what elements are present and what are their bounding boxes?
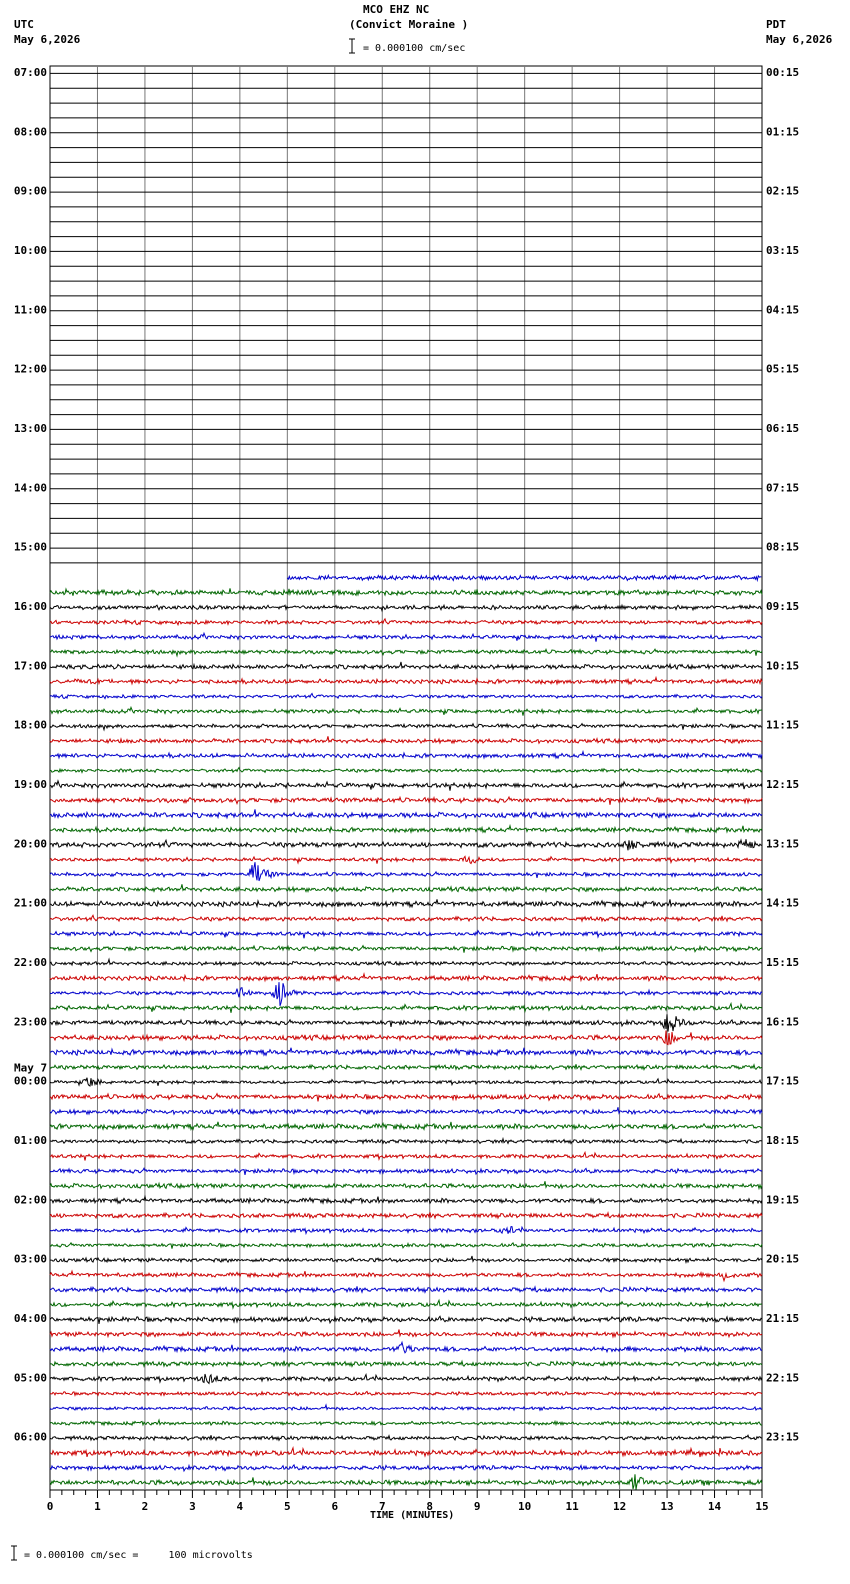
right-timezone: PDT: [766, 18, 786, 31]
seismic-trace: [50, 1064, 762, 1069]
utc-hour-label: 13:00: [13, 422, 47, 435]
seismic-trace: [50, 1139, 762, 1144]
pdt-hour-label: 04:15: [766, 303, 800, 317]
seismic-trace: [50, 1048, 762, 1056]
seismic-trace: [50, 694, 762, 699]
seismic-trace: [50, 1004, 762, 1013]
pdt-hour-label: 12:15: [766, 778, 800, 791]
seismic-trace: [50, 1271, 762, 1281]
seismic-trace: [50, 768, 762, 773]
seismic-trace: [50, 931, 762, 939]
x-tick-label: 6: [331, 1500, 339, 1513]
pdt-hour-label: 01:15: [766, 125, 800, 139]
seismic-trace: [50, 946, 762, 953]
utc-hour-label: 04:00: [13, 1312, 47, 1325]
pdt-hour-label: 16:15: [766, 1015, 800, 1029]
pdt-hour-label: 05:15: [766, 362, 800, 376]
pdt-hour-label: 09:15: [766, 600, 800, 613]
utc-hour-label: 15:00: [13, 540, 47, 554]
station-title: MCO EHZ NC: [363, 3, 430, 16]
utc-hour-label: 20:00: [13, 837, 47, 851]
utc-hour-label: 08:00: [13, 125, 47, 139]
x-tick-label: 11: [565, 1500, 579, 1513]
seismic-trace: [50, 1405, 762, 1410]
seismic-trace: [50, 1212, 762, 1218]
seismic-trace: [50, 1122, 762, 1130]
seismic-trace: [50, 1197, 762, 1204]
left-date: May 6,2026: [14, 33, 81, 46]
seismic-trace: [50, 809, 762, 818]
seismic-trace: [50, 1094, 762, 1102]
seismic-trace: [50, 1330, 762, 1337]
seismic-trace: [50, 1243, 762, 1249]
seismic-trace: [50, 1107, 762, 1114]
pdt-hour-label: 23:15: [766, 1430, 800, 1444]
utc-hour-label: 07:00: [13, 66, 47, 79]
seismic-trace: [50, 959, 762, 965]
pdt-hour-label: 14:15: [766, 896, 800, 910]
utc-hour-label: 00:00: [13, 1074, 47, 1088]
utc-hour-label: 10:00: [13, 244, 47, 257]
x-tick-label: 12: [612, 1500, 627, 1513]
seismic-trace: [50, 1374, 762, 1383]
pdt-hour-label: 10:15: [766, 659, 800, 673]
x-tick-label: 0: [46, 1500, 54, 1513]
seismic-trace: [50, 752, 762, 758]
seismic-trace: [50, 707, 762, 715]
seismic-trace: [50, 605, 762, 611]
utc-hour-label: 03:00: [13, 1252, 47, 1266]
seismic-trace: [50, 839, 762, 850]
pdt-hour-label: 03:15: [766, 244, 800, 257]
seismic-trace: [50, 884, 762, 891]
trace-group: [50, 73, 762, 1489]
x-tick-label: 5: [284, 1500, 291, 1513]
x-tick-label: 14: [707, 1500, 722, 1513]
seismic-trace: [50, 662, 762, 669]
utc-hour-label: 05:00: [13, 1371, 47, 1385]
pdt-hour-label: 19:15: [766, 1193, 800, 1207]
left-timezone: UTC: [14, 18, 34, 31]
utc-hour-label: 09:00: [13, 184, 47, 198]
pdt-hour-label: 21:15: [766, 1312, 800, 1325]
pdt-hour-label: 17:15: [766, 1074, 800, 1088]
seismic-trace: [50, 619, 762, 625]
seismic-trace: [50, 678, 762, 684]
seismic-trace: [50, 1181, 762, 1188]
seismic-trace: [50, 826, 762, 833]
x-tick-label: 4: [236, 1500, 244, 1513]
utc-hour-label: 22:00: [13, 956, 47, 969]
x-tick-label: 10: [518, 1500, 532, 1513]
seismic-trace: [50, 797, 762, 805]
pdt-hour-label: 08:15: [766, 540, 800, 554]
seismic-trace: [50, 899, 762, 906]
utc-hour-label: 12:00: [13, 362, 47, 376]
seismic-trace: [50, 736, 762, 743]
seismic-trace: [50, 649, 762, 656]
x-tick-label: 8: [426, 1500, 434, 1513]
seismic-trace: [50, 1300, 762, 1308]
pdt-hour-label: 06:15: [766, 422, 800, 435]
utc-hour-label: 21:00: [13, 896, 47, 910]
seismic-trace: [50, 982, 762, 1006]
seismic-trace: [50, 1361, 762, 1367]
pdt-hour-label: 22:15: [766, 1371, 800, 1385]
seismic-trace: [50, 862, 762, 881]
seismic-trace: [50, 1448, 762, 1457]
utc-hour-label: 17:00: [13, 659, 47, 673]
seismic-trace: [50, 1168, 762, 1175]
seismic-trace: [50, 1078, 762, 1086]
pdt-hour-label: 02:15: [766, 184, 800, 198]
pdt-hour-label: 15:15: [766, 956, 800, 969]
x-tick-label: 13: [660, 1500, 674, 1513]
seismic-trace: [50, 1227, 762, 1234]
right-date: May 6,2026: [766, 33, 833, 46]
x-tick-label: 7: [378, 1500, 386, 1513]
pdt-hour-label: 18:15: [766, 1134, 800, 1147]
seismic-trace: [50, 1435, 762, 1440]
utc-hour-label: 14:00: [13, 481, 47, 495]
x-tick-label: 2: [141, 1500, 149, 1513]
pdt-hour-label: 07:15: [766, 481, 800, 495]
seismic-trace: [50, 1286, 762, 1292]
location-title: (Convict Moraine ): [349, 18, 469, 31]
footer-scale-bar-icon: [11, 1546, 17, 1560]
seismic-trace: [50, 1391, 762, 1396]
date-change-label: May 7: [14, 1061, 48, 1075]
seismic-trace: [50, 588, 762, 595]
pdt-hour-label: 00:15: [766, 66, 800, 79]
seismic-trace: [50, 1465, 762, 1471]
utc-hour-label: 11:00: [13, 303, 47, 317]
seismic-trace: [50, 1316, 762, 1324]
utc-hour-label: 01:00: [13, 1134, 47, 1147]
seismic-trace: [50, 633, 762, 641]
scale-label: = 0.000100 cm/sec: [363, 43, 466, 54]
seismic-trace: [50, 781, 762, 791]
x-axis-label: TIME (MINUTES): [370, 1510, 455, 1521]
scale-bar-icon: [349, 39, 355, 53]
pdt-hour-label: 11:15: [766, 718, 800, 732]
seismic-trace: [50, 1256, 762, 1262]
seismic-trace: [50, 974, 762, 981]
utc-hour-label: 06:00: [13, 1430, 47, 1444]
seismic-trace: [50, 1420, 762, 1425]
seismic-trace: [50, 1014, 762, 1031]
seismic-trace: [50, 724, 762, 730]
footer-scale-note: = 0.000100 cm/sec = 100 microvolts: [24, 1550, 253, 1561]
utc-hour-label: 18:00: [13, 718, 47, 732]
seismic-trace: [50, 1152, 762, 1160]
seismic-trace: [50, 1474, 762, 1489]
pdt-hour-label: 20:15: [766, 1252, 800, 1266]
seismic-trace: [50, 1342, 762, 1353]
utc-hour-label: 19:00: [13, 778, 47, 791]
x-tick-label: 1: [94, 1500, 101, 1513]
seismic-trace: [50, 1031, 762, 1045]
x-tick-label: 15: [755, 1500, 769, 1513]
seismic-trace: [50, 915, 762, 921]
x-tick-label: 9: [473, 1500, 481, 1513]
utc-hour-label: 02:00: [13, 1193, 47, 1207]
utc-hour-label: 16:00: [13, 600, 47, 613]
x-tick-label: 3: [189, 1500, 196, 1513]
pdt-hour-label: 13:15: [766, 837, 800, 851]
seismic-trace: [50, 856, 762, 863]
utc-hour-label: 23:00: [13, 1015, 47, 1029]
